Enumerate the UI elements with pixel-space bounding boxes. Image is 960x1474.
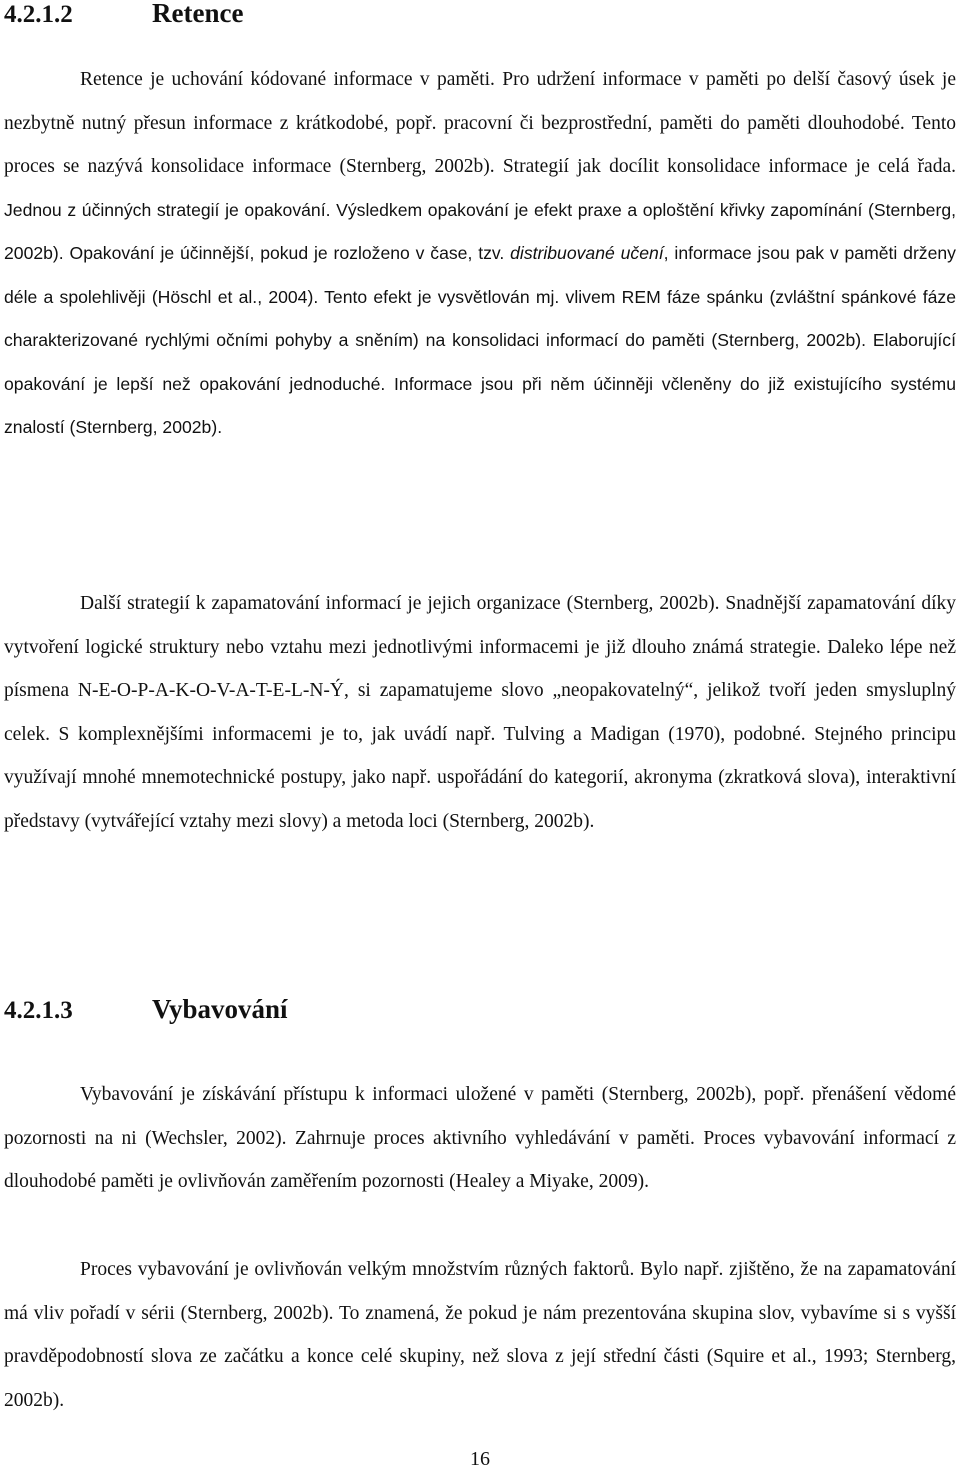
section-title: Vybavování bbox=[152, 994, 288, 1024]
paragraph-text: Retence je uchování kódované informace v paměti. Pro udržení informace v paměti po delší časový úsek je nezbytně nutný přesun informace z krátkodobé, popř. pracovní či bezprostřední, paměti do paměti dlouhodobé. Tento proces se nazývá konsolidace informace (Sternberg, 2002b). Strategií jak docílit konsolidace informace je celá řada. bbox=[4, 69, 956, 177]
paragraph-text: Jednou z účinných strategií je opakování. Výsledkem opakování je efekt praxe a oploštění křivky zapomínání (Sternberg, 2002b). Opakování je účinnější, pokud je rozloženo v čase, tzv. bbox=[4, 199, 956, 263]
retence-paragraph-2: Další strategií k zapamatování informací je jejich organizace (Sternberg, 2002b). Snadnější zapamatování díky vytvoření logické struktury nebo vztahu mezi jednotlivými informacemi je již dlouho známá strategie. Daleko lépe než písmena N-E-O-P-A-K-O-V-A-T-E-L-N-Ý, si zapamatujeme slovo „neopakovatelný“, jelikož tvoří jeden smysluplný celek. S komplexnějšími informacemi je to, jak uvádí např. Tulving a Madigan (1970), podobné. Stejného principu využívají mnohé mnemotechnické postupy, jako např. uspořádání do kategorií, akronyma (zkratková slova), interaktivní představy (vytvářející vztahy mezi slovy) a metoda loci (Sternberg, 2002b). bbox=[4, 593, 956, 832]
page-number: 16 bbox=[470, 1448, 490, 1470]
paragraph-text: , informace jsou pak v paměti drženy déle a spolehlivěji (Höschl et al., 2004). Tento efekt je vysvětlován mj. vlivem REM fáze spánku (zvláštní spánkové fáze charakterizované rychlými očními pohyby a sněním) na konsolidaci informací do paměti (Sternberg, 2002b). Elaborující opakování je lepší než opakování jednoduché. Informace jsou při něm účinněji včleněny do již existujícího systému znalostí (Sternberg, 2002b). bbox=[4, 243, 956, 437]
section-title: Retence bbox=[152, 0, 244, 28]
section-number: 4.2.1.2 bbox=[4, 1, 73, 28]
section-heading-vybavovani bbox=[4, 994, 288, 1025]
retence-paragraph-1 bbox=[4, 58, 956, 450]
section-number: 4.2.1.3 bbox=[4, 997, 73, 1024]
section-heading-retence bbox=[4, 0, 243, 29]
vybavovani-paragraph-1: Vybavování je získávání přístupu k informaci uložené v paměti (Sternberg, 2002b), popř. přenášení vědomé pozornosti na ni (Wechsler, 2002). Zahrnuje proces aktivního vyhledávání v paměti. Proces vybavování informací z dlouhodobé paměti je ovlivňován zaměřením pozornosti (Healey a Miyake, 2009). bbox=[4, 1084, 956, 1192]
emphasis-term: distribuované učení bbox=[510, 243, 664, 263]
vybavovani-paragraph-2: Proces vybavování je ovlivňován velkým množstvím různých faktorů. Bylo např. zjištěno, že na zapamatování má vliv pořadí v sérii (Sternberg, 2002b). To znamená, že pokud je nám prezentována skupina slov, vybavíme si s vyšší pravděpodobností slova ze začátku a konce celé skupiny, než slova z její střední části (Squire et al., 1993; Sternberg, 2002b). bbox=[4, 1259, 956, 1411]
